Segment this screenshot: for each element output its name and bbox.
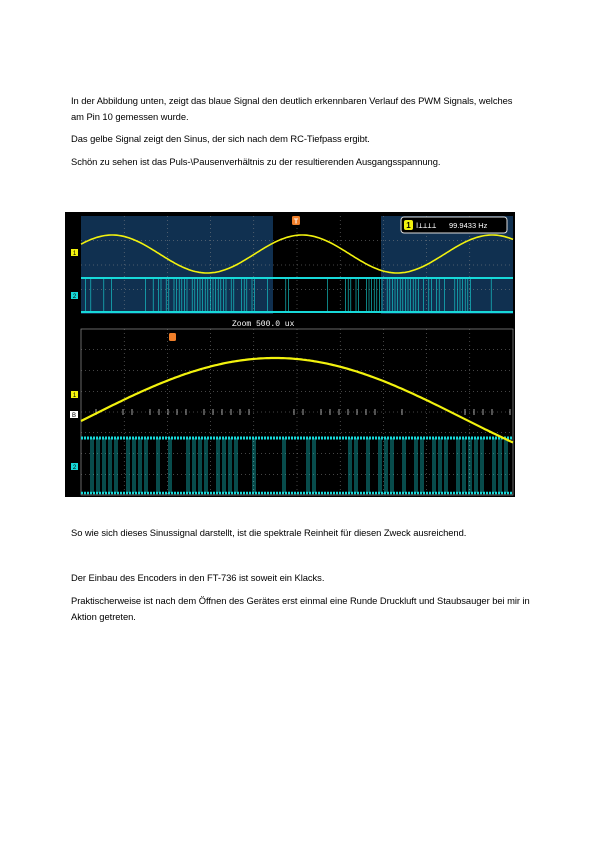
frequency-readout: 99.9433 Hz	[449, 221, 488, 230]
svg-text:T: T	[293, 218, 299, 226]
overview-ch1-marker	[71, 249, 78, 257]
frequency-badge	[401, 217, 507, 233]
frequency-prefix: Ⅰ⊥⊥⊥⊥	[416, 223, 437, 231]
paragraph-cleaning: Praktischerweise ist nach dem Öffnen des Gerätes erst einmal eine Runde Druckluft und Staubsauger bei mir in Aktion getreten.	[71, 595, 530, 622]
paragraph-spectral-purity: So wie sich dieses Sinussignal darstellt, ist die spektrale Reinheit für diesen Zweck ausreichend.	[71, 527, 467, 538]
overview-ch2-marker	[71, 292, 78, 300]
paragraph-duty-cycle: Schön zu sehen ist das Puls-\Pausenverhältnis zu der resultierenden Ausgangsspannung.	[71, 156, 441, 167]
oscilloscope-screenshot	[65, 212, 515, 497]
svg-text:2: 2	[72, 294, 77, 300]
frequency-channel-label: 1	[406, 221, 411, 230]
svg-text:1: 1	[72, 251, 77, 257]
paragraph-encoder-install: Der Einbau des Encoders in den FT-736 ist soweit ein Klacks.	[71, 572, 325, 583]
paragraph-sine-description: Das gelbe Signal zeigt den Sinus, der sich nach dem RC-Tiefpass ergibt.	[71, 133, 370, 144]
trigger-marker	[292, 216, 300, 226]
svg-text:1: 1	[72, 393, 77, 399]
ground-marker	[70, 411, 78, 419]
zoomed-trigger-marker	[169, 333, 176, 341]
svg-text:B: B	[71, 413, 77, 419]
zoomed-ch2-marker	[71, 463, 78, 471]
zoom-label: Zoom 500.0 ux	[232, 320, 295, 329]
svg-text:2: 2	[72, 465, 77, 471]
zoomed-ch1-marker	[71, 391, 78, 399]
paragraph-pwm-description: In der Abbildung unten, zeigt das blaue Signal den deutlich erkennbaren Verlauf des PWM Signals, welches am Pin 10 gemessen wurde.	[71, 95, 513, 122]
